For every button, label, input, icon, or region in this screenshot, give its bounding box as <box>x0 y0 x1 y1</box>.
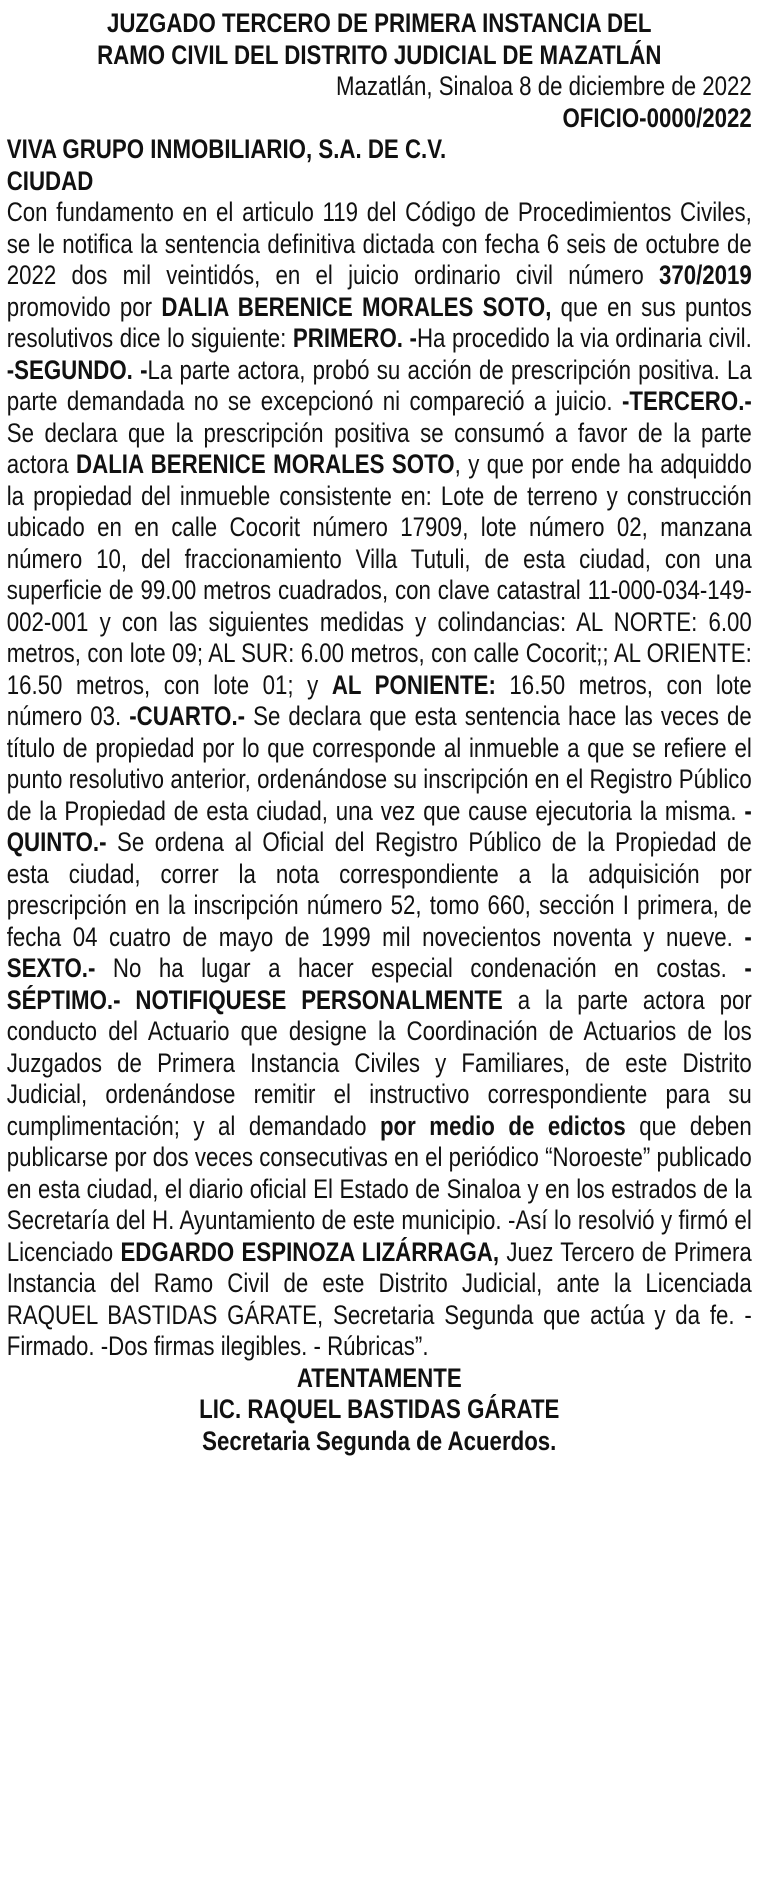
body-bold-segment: -SEGUNDO. - <box>6 354 148 385</box>
body-text-segment: Juez Tercero de Primera Instancia del Ramo Civil de este Distrito Judicial, ante la Licenciada RAQUEL BASTIDAS GÁRATE, Secretaria Segunda que actúa y da fe. -Firmado. -Dos firmas ilegibles. - Rúbricas”. <box>6 1236 752 1361</box>
signer-name: LIC. RAQUEL BASTIDAS GÁRATE <box>199 1394 560 1424</box>
body-bold-segment: EDGARDO ESPINOZA LIZÁRRAGA, <box>120 1236 500 1267</box>
body-text-segment: Se declara que la prescripción positiva se consumó a favor de la parte actora <box>6 417 752 479</box>
notice-body <box>7 197 752 1363</box>
addressee-city: CIUDAD <box>6 165 94 196</box>
body-bold-segment: DALIA BERENICE MORALES SOTO, <box>161 291 552 322</box>
body-bold-segment: PRIMERO. - <box>292 323 417 353</box>
body-text-segment: Se declara que esta sentencia hace las veces de título de propiedad por lo que corresponde al inmueble a que se refiere el punto resolutivo anterior, ordenándose su inscripción en el Registro Público de la Propiedad de esta ciudad, una vez que cause ejecutoria la misma. <box>6 701 752 826</box>
closing-salutation: ATENTAMENTE <box>296 1362 462 1393</box>
place-date: Mazatlán, Sinaloa 8 de diciembre de 2022 <box>336 71 752 101</box>
court-name-line-2: RAMO CIVIL DEL DISTRITO JUDICIAL DE MAZATLÁN <box>97 39 662 70</box>
body-bold-segment: -SÉPTIMO.- NOTIFIQUESE PERSONALMENTE <box>6 953 752 1015</box>
body-text-segment: promovido por <box>6 291 162 322</box>
body-bold-segment: AL PONIENTE: <box>331 669 496 700</box>
addressee-name: VIVA GRUPO INMOBILIARIO, S.A. DE C.V. <box>6 134 447 164</box>
body-bold-segment: -TERCERO.- <box>621 386 752 416</box>
body-text-segment: 16.50 metros, con lote número 03. <box>6 669 752 731</box>
oficio-number: OFICIO-0000/2022 <box>562 102 752 133</box>
body-text-segment: a la parte actora por conducto del Actuario que designe la Coordinación de Actuarios de los Juzgados de Primera Instancia Civiles y Familiares, de este Distrito Judicial, ordenándose remitir el instructivo correspondiente para su cumplimentación; y al demandado <box>6 984 752 1141</box>
body-text-segment: La parte actora, probó su acción de prescripción positiva. La parte demandada no se excepcionó ni compareció a juicio. <box>6 354 752 416</box>
body-text-segment: que en sus puntos resolutivos dice lo siguiente: <box>6 291 752 353</box>
body-bold-segment: DALIA BERENICE MORALES SOTO <box>76 449 455 479</box>
body-bold-segment: -SEXTO.- <box>6 921 752 983</box>
court-name-line-1: JUZGADO TERCERO DE PRIMERA INSTANCIA DEL <box>106 8 652 38</box>
signer-role: Secretaria Segunda de Acuerdos. <box>202 1425 557 1456</box>
body-bold-segment: por medio de edictos <box>379 1110 626 1141</box>
body-text-segment: , y que por ende ha adquiddo la propiedad del inmueble consistente en: Lote de terreno y construcción ubicado en en calle Cocorit número 17909, lote número 02, manzana número 10, del fraccionamiento Villa Tutuli, de esta ciudad, con una superficie de 99.00 metros cuadrados, con clave catastral 11-000-034-149-002-001 y con las siguientes medidas y colindancias: AL NORTE: 6.00 metros, con lote 09; AL SUR: 6.00 metros, con calle Cocorit;; AL ORIENTE: 16.50 metros, con lote 01; y <box>6 449 752 700</box>
body-bold-segment: 370/2019 <box>658 260 752 290</box>
body-text-segment: No ha lugar a hacer especial condenación en costas. <box>95 953 745 983</box>
body-text-segment: Ha procedido la via ordinaria civil. <box>416 323 752 353</box>
body-bold-segment: -QUINTO.- <box>6 795 752 857</box>
body-text-segment: que deben publicarse por dos veces consecutivas en el periódico “Noroeste” publicado en esta ciudad, el diario oficial El Estado de Sinaloa y en los estrados de la Secretaría del H. Ayuntamiento de este municipio. -Así lo resolvió y firmó el Licenciado <box>6 1110 752 1267</box>
body-bold-segment: -CUARTO.- <box>129 701 246 731</box>
body-text-segment: Se ordena al Oficial del Registro Público de la Propiedad de esta ciudad, correr la nota correspondiente a la adquisición por prescripción en la inscripción número 52, tomo 660, sección I primera, de fecha 04 cuatro de mayo de 1999 mil novecientos noventa y nueve. <box>6 827 752 952</box>
body-text-segment: Con fundamento en el articulo 119 del Código de Procedimientos Civiles, se le notifica la sentencia definitiva dictada con fecha 6 seis de octubre de 2022 dos mil veintidós, en el juicio ordinario civil número <box>6 197 752 290</box>
